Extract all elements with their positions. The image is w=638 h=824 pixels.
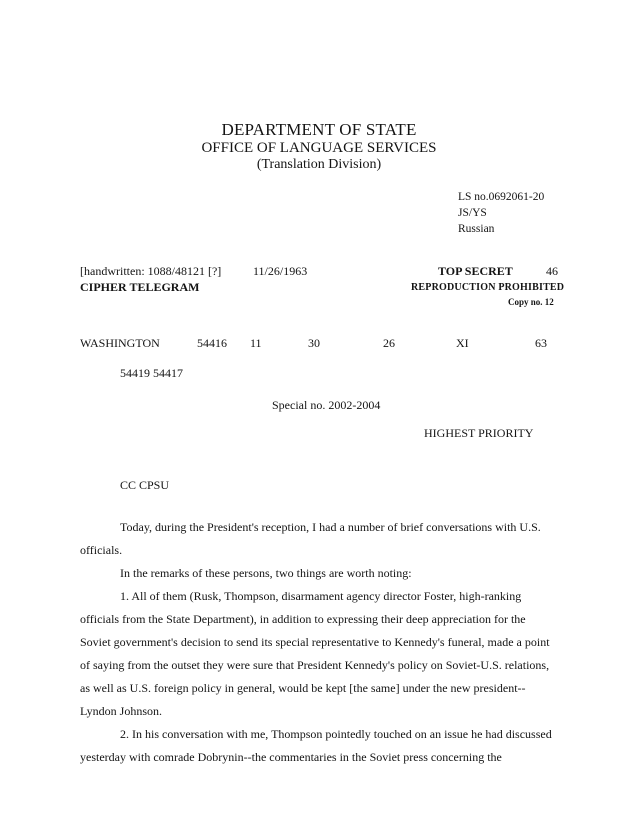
body-line: of saying from the outset they were sure that President Kennedy's policy on Soviet-U.S. relations, (80, 658, 550, 672)
source-language: Russian (458, 223, 495, 235)
routing-code: 11 (250, 336, 262, 350)
routing-code: 30 (308, 336, 320, 350)
ls-number: LS no.0692061-20 (458, 191, 545, 203)
classification-label: TOP SECRET (438, 264, 513, 278)
body-line: 2. In his conversation with me, Thompson pointedly touched on an issue he had discussed (120, 727, 552, 741)
body-line: Lyndon Johnson. (80, 704, 163, 718)
handwritten-note: [handwritten: 1088/48121 [?] (80, 264, 222, 278)
routing-code: 26 (383, 336, 395, 350)
division-title: (Translation Division) (256, 157, 382, 172)
reproduction-notice: REPRODUCTION PROHIBITED (411, 282, 565, 293)
special-number: Special no. 2002-2004 (272, 398, 381, 412)
telegram-type: CIPHER TELEGRAM (80, 280, 200, 294)
secondary-codes: 54419 54417 (120, 366, 183, 380)
body-line: Soviet government's decision to send its special representative to Kennedy's funeral, made a point (80, 635, 550, 649)
body-line: as well as U.S. foreign policy in general, would be kept [the same] under the new president-- (80, 681, 526, 695)
addressee: CC CPSU (120, 478, 170, 492)
routing-code: 54416 (197, 336, 227, 350)
classification-number: 46 (546, 264, 558, 278)
translator-initials: JS/YS (458, 207, 487, 219)
body-line: 1. All of them (Rusk, Thompson, disarmament agency director Foster, high-ranking (120, 589, 522, 603)
routing-origin: WASHINGTON (80, 336, 160, 350)
body-line: In the remarks of these persons, two things are worth noting: (120, 566, 412, 580)
body-line: yesterday with comrade Dobrynin--the commentaries in the Soviet press concerning the (80, 750, 502, 764)
routing-code: 63 (535, 336, 547, 350)
copy-number: Copy no. 12 (508, 297, 554, 307)
telegram-date: 11/26/1963 (253, 264, 308, 278)
priority-label: HIGHEST PRIORITY (424, 426, 534, 440)
routing-code: XI (456, 336, 469, 350)
department-title: DEPARTMENT OF STATE (221, 120, 417, 139)
office-title: OFFICE OF LANGUAGE SERVICES (201, 140, 437, 156)
body-line: Today, during the President's reception, I had a number of brief conversations with U.S. (120, 520, 541, 534)
body-line: officials. (80, 543, 123, 557)
body-line: officials from the State Department), in addition to expressing their deep appreciation for the (80, 612, 526, 626)
